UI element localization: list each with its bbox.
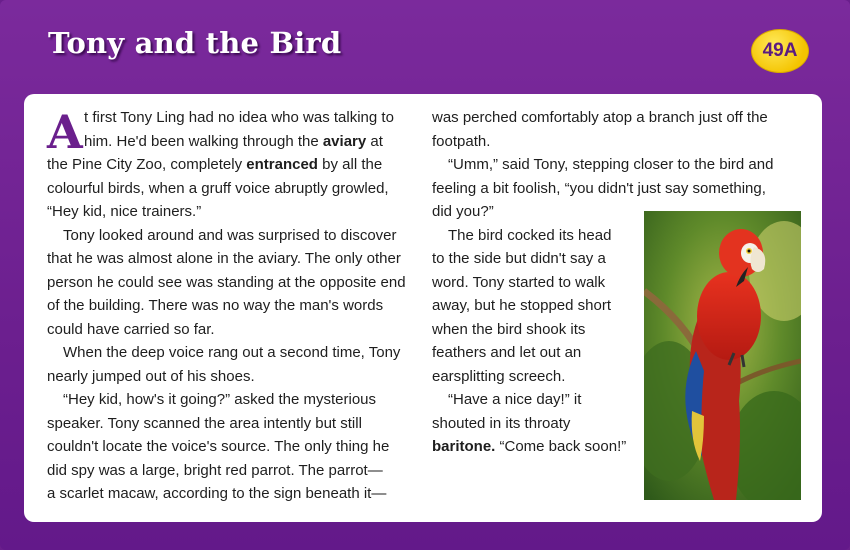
story-line: when the bird shook its bbox=[432, 320, 586, 338]
story-panel bbox=[24, 94, 822, 522]
story-line: could have carried so far. bbox=[47, 320, 215, 338]
story-line: speaker. Tony scanned the area intently but still bbox=[47, 414, 362, 432]
vocab-word-baritone: baritone. bbox=[432, 438, 496, 455]
story-line: nearly jumped out of his shoes. bbox=[47, 367, 255, 385]
story-line: earsplitting screech. bbox=[432, 367, 566, 385]
story-line: t first Tony Ling had no idea who was talking to bbox=[84, 109, 394, 126]
story-line: baritone. “Come back soon!” bbox=[432, 438, 627, 455]
story-line: couldn't locate the voice's source. The only thing he bbox=[47, 438, 390, 455]
story-line: footpath. bbox=[432, 132, 491, 150]
vocab-word-entranced: entranced bbox=[246, 156, 318, 173]
story-line: did spy was a large, bright red parrot. The parrot— bbox=[47, 461, 383, 479]
story-line: him. He'd been walking through the aviary at bbox=[84, 132, 383, 150]
story-line: “Hey kid, nice trainers.” bbox=[47, 203, 202, 220]
story-line: the Pine City Zoo, completely entranced by all the bbox=[47, 156, 383, 173]
parrot-photo bbox=[644, 211, 801, 500]
story-line: feathers and let out an bbox=[432, 344, 582, 361]
story-line: The bird cocked its head bbox=[448, 226, 612, 244]
story-line: When the deep voice rang out a second time, Tony bbox=[63, 344, 401, 361]
story-line: that he was almost alone in the aviary. The only other bbox=[47, 250, 401, 267]
story-line: person he could see was standing at the opposite end bbox=[47, 273, 406, 291]
story-line: “Hey kid, how's it going?” asked the mysterious bbox=[63, 391, 377, 408]
vocab-word-aviary: aviary bbox=[322, 132, 367, 150]
page-title: Tony and the Bird bbox=[48, 26, 342, 60]
drop-cap: A bbox=[47, 105, 83, 159]
story-line: “Have a nice day!” it bbox=[448, 391, 582, 408]
story-line: away, but he stopped short bbox=[432, 297, 612, 314]
story-column-left bbox=[47, 106, 415, 506]
story-line: Tony looked around and was surprised to discover bbox=[63, 226, 397, 244]
page-number-badge: 49A bbox=[751, 29, 809, 73]
story-line: feeling a bit foolish, “you didn't just say something, bbox=[432, 179, 766, 197]
story-line: shouted in its throaty bbox=[432, 414, 571, 432]
story-line: “Umm,” said Tony, stepping closer to the bird and bbox=[448, 156, 774, 173]
story-line: a scarlet macaw, according to the sign beneath it— bbox=[47, 485, 387, 502]
story-line: colourful birds, when a gruff voice abruptly growled, bbox=[47, 179, 389, 197]
story-line: word. Tony started to walk bbox=[432, 273, 606, 291]
story-line: was perched comfortably atop a branch just off the bbox=[432, 109, 768, 126]
story-line: to the side but didn't say a bbox=[432, 250, 606, 267]
story-line: of the building. There was no way the man's words bbox=[47, 297, 384, 314]
story-line: did you?” bbox=[432, 203, 494, 220]
scarlet-macaw-illustration bbox=[644, 211, 801, 500]
